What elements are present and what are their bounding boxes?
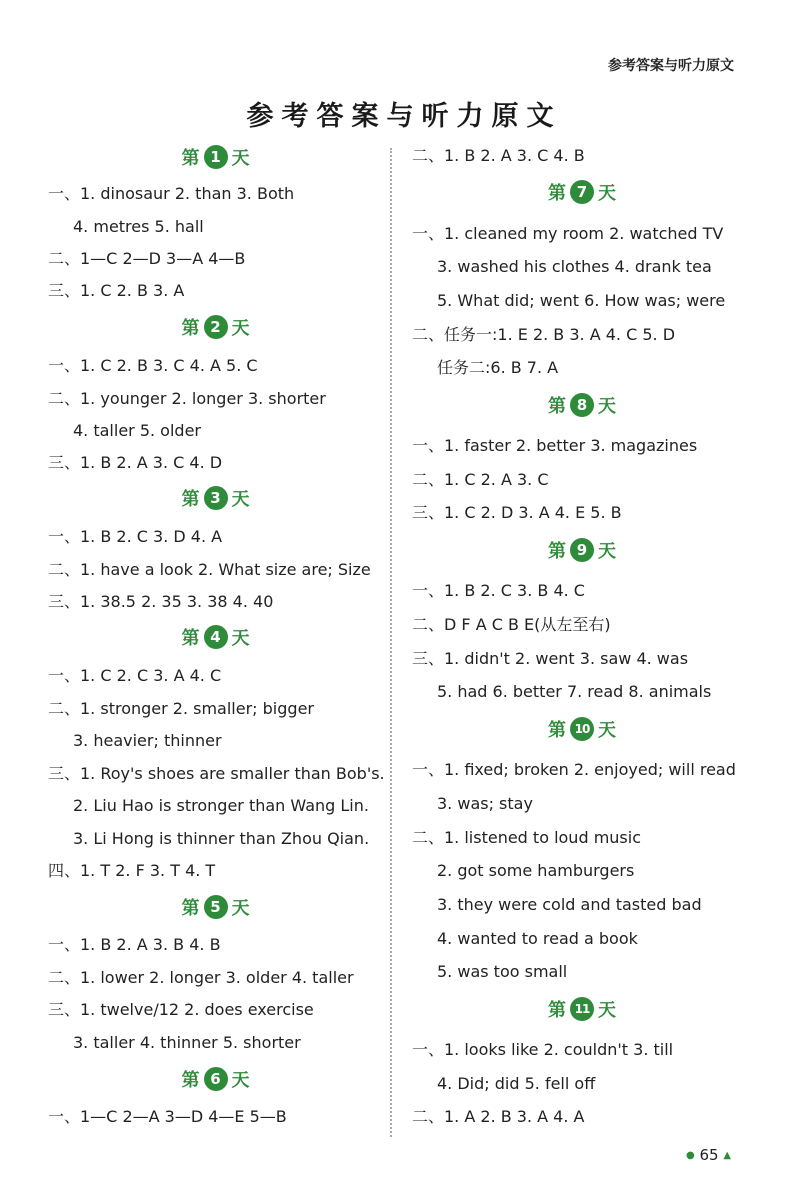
day-heading-6: 第 6 天 <box>48 1068 383 1094</box>
answer-line: 3. Li Hong is thinner than Zhou Qian. <box>73 829 370 848</box>
page-header-label: 参考答案与听力原文 <box>608 58 734 74</box>
column-divider <box>390 148 392 1137</box>
answer-line: 2. Liu Hao is stronger than Wang Lin. <box>73 796 369 815</box>
day-heading-4: 第 4 天 <box>48 626 383 652</box>
answer-line: 三、1. C 2. D 3. A 4. E 5. B <box>412 503 622 522</box>
answer-line: 4. metres 5. hall <box>73 217 204 236</box>
answer-line: 3. heavier; thinner <box>73 731 222 750</box>
answer-line: 二、1. have a look 2. What size are; Size <box>48 560 371 579</box>
day-heading-11: 第 11 天 <box>412 998 752 1024</box>
answer-line: 二、D F A C B E(从左至右) <box>412 615 611 634</box>
answer-line: 3. washed his clothes 4. drank tea <box>437 257 712 276</box>
answer-line: 二、1. A 2. B 3. A 4. A <box>412 1107 585 1126</box>
day-heading-7: 第 7 天 <box>412 181 752 207</box>
day-heading-5: 第 5 天 <box>48 896 383 922</box>
page-title: 参考答案与听力原文 <box>246 101 562 132</box>
answer-line: 一、1. B 2. C 3. B 4. C <box>412 581 585 600</box>
answer-line: 二、1—C 2—D 3—A 4—B <box>48 249 246 268</box>
answer-line: 三、1. Roy's shoes are smaller than Bob's. <box>48 764 385 783</box>
answer-line: 三、1. twelve/12 2. does exercise <box>48 1000 314 1019</box>
answer-line: 5. had 6. better 7. read 8. animals <box>437 682 712 701</box>
answer-line: 3. taller 4. thinner 5. shorter <box>73 1033 301 1052</box>
answer-line: 二、1. younger 2. longer 3. shorter <box>48 389 326 408</box>
answer-line: 4. taller 5. older <box>73 421 201 440</box>
answer-line: 2. got some hamburgers <box>437 861 635 880</box>
answer-line: 三、1. B 2. A 3. C 4. D <box>48 453 223 472</box>
answer-line: 一、1. cleaned my room 2. watched TV <box>412 224 724 243</box>
page-number <box>686 1146 731 1164</box>
answer-line: 二、1. listened to loud music <box>412 828 641 847</box>
answer-line: 四、1. T 2. F 3. T 4. T <box>48 861 216 880</box>
day-heading-9: 第 9 天 <box>412 539 752 565</box>
day-heading-8: 第 8 天 <box>412 394 752 420</box>
answer-line: 4. wanted to read a book <box>437 929 638 948</box>
answer-line: 一、1. faster 2. better 3. magazines <box>412 436 698 455</box>
answer-line: 一、1. looks like 2. couldn't 3. till <box>412 1040 674 1059</box>
dot-icon: ▲ <box>723 1150 732 1161</box>
answer-line: 二、任务一:1. E 2. B 3. A 4. C 5. D <box>412 325 676 344</box>
answer-line: 二、1. lower 2. longer 3. older 4. taller <box>48 968 354 987</box>
answer-line: 二、1. stronger 2. smaller; bigger <box>48 699 314 718</box>
answer-line: 5. What did; went 6. How was; were <box>437 291 726 310</box>
answer-line: 一、1. B 2. C 3. D 4. A <box>48 527 223 546</box>
answer-line: 三、1. didn't 2. went 3. saw 4. was <box>412 649 689 668</box>
answer-line: 二、1. B 2. A 3. C 4. B <box>412 146 585 165</box>
answer-line: 一、1. fixed; broken 2. enjoyed; will read <box>412 760 736 779</box>
answer-line: 5. was too small <box>437 962 568 981</box>
answer-line: 三、1. 38.5 2. 35 3. 38 4. 40 <box>48 592 274 611</box>
answer-line: 三、1. C 2. B 3. A <box>48 281 185 300</box>
page-number-value: 65 <box>699 1146 719 1164</box>
answer-line: 一、1. C 2. C 3. A 4. C <box>48 666 222 685</box>
answer-line: 3. they were cold and tasted bad <box>437 895 702 914</box>
answer-line: 3. was; stay <box>437 794 533 813</box>
answer-line: 一、1. B 2. A 3. B 4. B <box>48 935 221 954</box>
day-heading-10: 第 10 天 <box>412 718 752 744</box>
day-heading-3: 第 3 天 <box>48 487 383 513</box>
answer-line: 二、1. C 2. A 3. C <box>412 470 549 489</box>
answer-line: 4. Did; did 5. fell off <box>437 1074 596 1093</box>
answer-line: 一、1. C 2. B 3. C 4. A 5. C <box>48 356 258 375</box>
day-heading-1: 第 1 天 <box>48 146 383 172</box>
day-heading-2: 第 2 天 <box>48 316 383 342</box>
answer-line: 任务二:6. B 7. A <box>437 358 559 377</box>
answer-line: 一、1—C 2—A 3—D 4—E 5—B <box>48 1107 287 1126</box>
answer-line: 一、1. dinosaur 2. than 3. Both <box>48 184 295 203</box>
dot-icon: ● <box>686 1150 695 1161</box>
